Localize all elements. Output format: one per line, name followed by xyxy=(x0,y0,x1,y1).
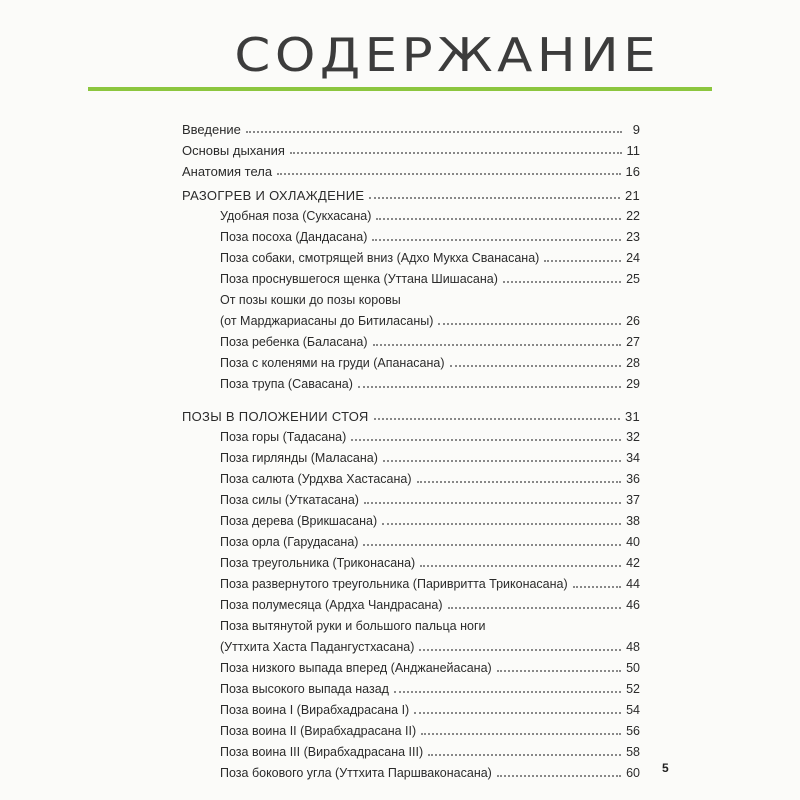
toc-item-label: Поза низкого выпада вперед (Анджанейасана) xyxy=(220,661,495,676)
toc-item-label: Поза развернутого треугольника (Паривритта Триконасана) xyxy=(220,577,571,592)
toc-item-page: 26 xyxy=(626,314,640,328)
toc-item-page: 58 xyxy=(626,745,640,759)
toc-item-label: Поза гирлянды (Маласана) xyxy=(220,451,381,466)
toc-item[interactable] xyxy=(220,329,640,350)
toc-item[interactable] xyxy=(220,487,640,508)
toc-item[interactable] xyxy=(220,424,640,445)
toc-item[interactable] xyxy=(220,245,640,266)
toc-item-label: Поза салюта (Урдхва Хастасана) xyxy=(220,472,415,487)
dot-leader xyxy=(374,418,620,420)
toc-item[interactable] xyxy=(220,508,640,529)
toc-item-page: 27 xyxy=(626,335,640,349)
toc-item[interactable] xyxy=(220,308,640,329)
toc-item[interactable] xyxy=(220,466,640,487)
dot-leader xyxy=(428,754,621,756)
toc-item-page: 54 xyxy=(626,703,640,717)
dot-leader xyxy=(503,281,621,283)
dot-leader xyxy=(419,649,621,651)
toc-item-label: Поза высокого выпада назад xyxy=(220,682,392,697)
dot-leader xyxy=(382,523,621,525)
table-of-contents xyxy=(182,116,640,781)
toc-section-page: 21 xyxy=(624,188,640,203)
toc-item-label: Поза воина III (Вирабхадрасана III) xyxy=(220,745,426,760)
toc-item[interactable] xyxy=(220,697,640,718)
dot-leader xyxy=(421,733,621,735)
toc-item[interactable] xyxy=(220,739,640,760)
toc-item[interactable] xyxy=(220,350,640,371)
toc-item-label: Поза треугольника (Триконасана) xyxy=(220,556,418,571)
dot-leader xyxy=(420,565,621,567)
toc-item-label: Поза силы (Уткатасана) xyxy=(220,493,362,508)
toc-item-label: Поза вытянутой руки и большого пальца ноги xyxy=(220,619,489,634)
toc-item[interactable] xyxy=(220,371,640,392)
toc-entry-page: 16 xyxy=(625,164,640,179)
page-title: СОДЕРЖАНИЕ xyxy=(234,28,660,82)
dot-leader xyxy=(497,775,621,777)
toc-item-page: 50 xyxy=(626,661,640,675)
dot-leader xyxy=(450,365,622,367)
dot-leader xyxy=(358,386,621,388)
toc-entry[interactable] xyxy=(182,116,640,137)
toc-item-label: Поза трупа (Савасана) xyxy=(220,377,356,392)
dot-leader xyxy=(373,344,622,346)
toc-item-page: 48 xyxy=(626,640,640,654)
dot-leader xyxy=(414,712,621,714)
toc-item-label: Поза бокового угла (Уттхита Паршваконасана) xyxy=(220,766,495,781)
toc-item-label: Поза воина I (Вирабхадрасана I) xyxy=(220,703,412,718)
dot-leader xyxy=(369,197,620,199)
dot-leader xyxy=(417,481,622,483)
dot-leader xyxy=(438,323,621,325)
toc-item-label: (Уттхита Хаста Падангустхасана) xyxy=(220,640,417,655)
toc-item-page: 40 xyxy=(626,535,640,549)
dot-leader xyxy=(376,218,621,220)
toc-item-page: 42 xyxy=(626,556,640,570)
toc-entry-page: 11 xyxy=(626,143,640,158)
toc-item-label: Поза воина II (Вирабхадрасана II) xyxy=(220,724,419,739)
toc-item-page: 29 xyxy=(626,377,640,391)
toc-item-page: 60 xyxy=(626,766,640,780)
toc-entry-label: Анатомия тела xyxy=(182,164,275,179)
toc-item-page: 24 xyxy=(626,251,640,265)
toc-item-page: 22 xyxy=(626,209,640,223)
toc-entry[interactable] xyxy=(182,158,640,179)
toc-item-page: 23 xyxy=(626,230,640,244)
dot-leader xyxy=(364,502,621,504)
toc-item[interactable] xyxy=(220,655,640,676)
toc-item-page: 38 xyxy=(626,514,640,528)
toc-item-page: 36 xyxy=(626,472,640,486)
toc-item-page: 56 xyxy=(626,724,640,738)
toc-section-heading[interactable] xyxy=(182,182,640,203)
dot-leader xyxy=(448,607,622,609)
toc-item-label: (от Марджариасаны до Битиласаны) xyxy=(220,314,436,329)
toc-item[interactable] xyxy=(220,287,640,308)
toc-item-label: Поза посоха (Дандасана) xyxy=(220,230,370,245)
dot-leader xyxy=(290,152,622,154)
toc-item-label: Поза орла (Гарудасана) xyxy=(220,535,361,550)
toc-item[interactable] xyxy=(220,613,640,634)
toc-item[interactable] xyxy=(220,550,640,571)
toc-item-page: 52 xyxy=(626,682,640,696)
dot-leader xyxy=(544,260,621,262)
dot-leader xyxy=(394,691,621,693)
toc-entry-label: Введение xyxy=(182,122,244,137)
toc-entry-page: 9 xyxy=(632,122,640,137)
toc-item-label: Поза полумесяца (Ардха Чандрасана) xyxy=(220,598,446,613)
toc-item-page: 25 xyxy=(626,272,640,286)
toc-item[interactable] xyxy=(220,760,640,781)
toc-section-page: 31 xyxy=(624,409,640,424)
toc-item-label: Поза с коленями на груди (Апанасана) xyxy=(220,356,448,371)
toc-section-label: РАЗОГРЕВ И ОХЛАЖДЕНИЕ xyxy=(182,188,367,203)
toc-item-label: От позы кошки до позы коровы xyxy=(220,293,404,308)
dot-leader xyxy=(372,239,621,241)
toc-item-page: 37 xyxy=(626,493,640,507)
toc-item[interactable] xyxy=(220,634,640,655)
toc-item[interactable] xyxy=(220,224,640,245)
toc-item[interactable] xyxy=(220,571,640,592)
toc-item-label: Поза собаки, смотрящей вниз (Адхо Мукха Сванасана) xyxy=(220,251,542,266)
toc-entry-label: Основы дыхания xyxy=(182,143,288,158)
toc-item-label: Поза дерева (Врикшасана) xyxy=(220,514,380,529)
toc-entry[interactable] xyxy=(182,137,640,158)
toc-item-page: 32 xyxy=(626,430,640,444)
toc-item[interactable] xyxy=(220,529,640,550)
toc-item-label: Поза проснувшегося щенка (Уттана Шишасана) xyxy=(220,272,501,287)
toc-item-page: 44 xyxy=(626,577,640,591)
toc-item[interactable] xyxy=(220,676,640,697)
toc-item-label: Поза ребенка (Баласана) xyxy=(220,335,371,350)
toc-item[interactable] xyxy=(220,718,640,739)
dot-leader xyxy=(363,544,621,546)
page-number: 5 xyxy=(662,761,669,775)
dot-leader xyxy=(573,586,621,588)
toc-item-page: 34 xyxy=(626,451,640,465)
toc-section-label: ПОЗЫ В ПОЛОЖЕНИИ СТОЯ xyxy=(182,409,372,424)
toc-item[interactable] xyxy=(220,266,640,287)
toc-item[interactable] xyxy=(220,445,640,466)
title-underline xyxy=(88,87,712,91)
dot-leader xyxy=(351,439,621,441)
dot-leader xyxy=(277,173,620,175)
toc-item-page: 28 xyxy=(626,356,640,370)
toc-section-heading[interactable] xyxy=(182,403,640,424)
toc-item-page: 46 xyxy=(626,598,640,612)
dot-leader xyxy=(246,131,622,133)
toc-item-label: Удобная поза (Сукхасана) xyxy=(220,209,374,224)
toc-item[interactable] xyxy=(220,592,640,613)
dot-leader xyxy=(497,670,621,672)
toc-item[interactable] xyxy=(220,203,640,224)
dot-leader xyxy=(383,460,621,462)
toc-item-label: Поза горы (Тадасана) xyxy=(220,430,349,445)
